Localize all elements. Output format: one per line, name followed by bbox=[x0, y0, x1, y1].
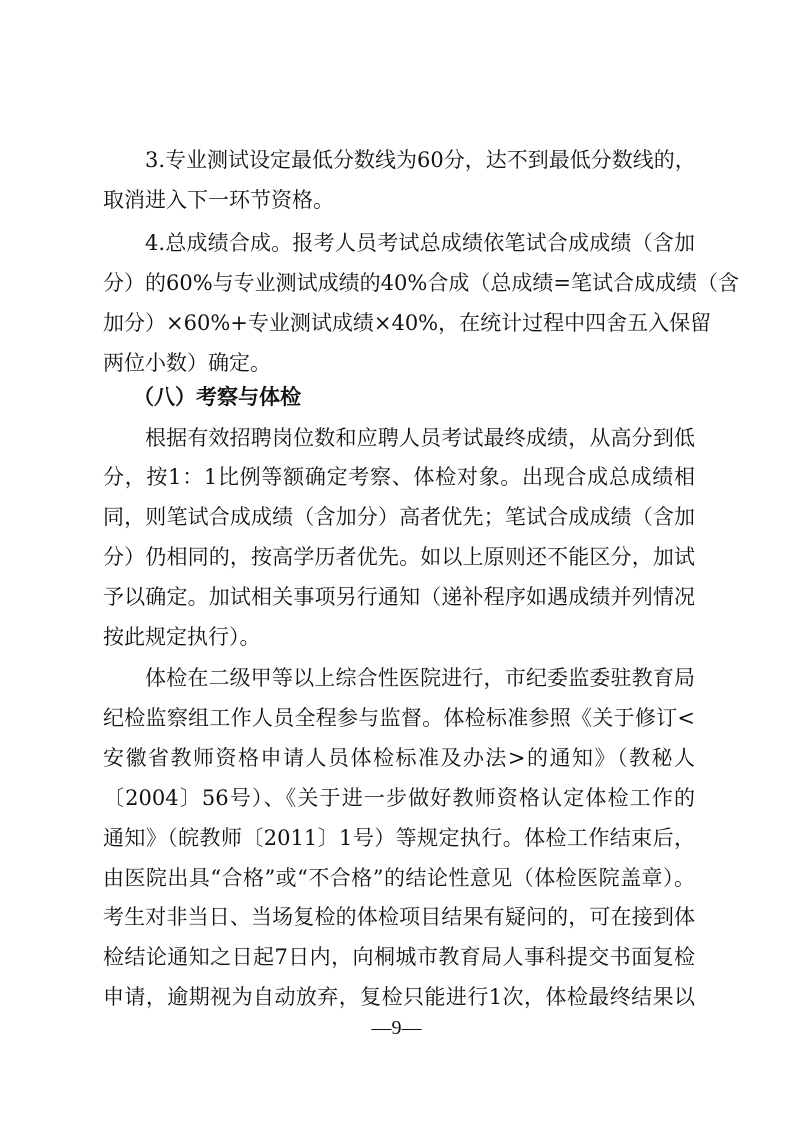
text-line: 分）仍相同的，按高学历者优先。如以上原则还不能区分，加试 bbox=[103, 545, 695, 569]
text-line: 分）的60%与专业测试成绩的40%合成（总成绩=笔试合成成绩（含 bbox=[103, 271, 739, 295]
text-line: 4.总成绩合成。报考人员考试总成绩依笔试合成成绩（含加 bbox=[145, 231, 695, 255]
text-line: 考生对非当日、当场复检的体检项目结果有疑问的，可在接到体 bbox=[103, 905, 695, 929]
text-line: 取消进入下一环节资格。 bbox=[103, 188, 334, 212]
text-line: 分，按1：1比例等额确定考察、体检对象。出现合成总成绩相 bbox=[103, 465, 695, 489]
text-line: 纪检监察组工作人员全程参与监督。体检标准参照《关于修订< bbox=[103, 706, 695, 730]
text-line: 检结论通知之日起7日内，向桐城市教育局人事科提交书面复检 bbox=[103, 945, 695, 969]
text-line: 根据有效招聘岗位数和应聘人员考试最终成绩，从高分到低 bbox=[145, 426, 695, 450]
text-line: 两位小数）确定。 bbox=[103, 351, 271, 375]
text-line: 由医院出具“合格”或“不合格”的结论性意见（体检医院盖章）。 bbox=[103, 866, 695, 890]
text-line: 〔2004〕56号）、《关于进一步做好教师资格认定体检工作的 bbox=[103, 786, 695, 810]
text-line: 通知》（皖教师〔2011〕1号）等规定执行。体检工作结束后， bbox=[103, 826, 695, 850]
text-line: 予以确定。加试相关事项另行通知（递补程序如遇成绩并列情况 bbox=[103, 585, 695, 609]
text-line: 加分）×60%+专业测试成绩×40%，在统计过程中四舍五入保留 bbox=[103, 311, 712, 335]
section-heading: （八）考察与体检 bbox=[133, 385, 301, 409]
page-number: —9— bbox=[371, 1017, 422, 1039]
text-line: 申请，逾期视为自动放弃，复检只能进行1次，体检最终结果以 bbox=[103, 985, 695, 1009]
text-line: 同，则笔试合成成绩（含加分）高者优先；笔试合成成绩（含加 bbox=[103, 505, 695, 529]
text-line: 按此规定执行）。 bbox=[103, 625, 261, 649]
text-line: 体检在二级甲等以上综合性医院进行，市纪委监委驻教育局 bbox=[145, 666, 695, 690]
text-line: 3.专业测试设定最低分数线为60分，达不到最低分数线的， bbox=[145, 148, 696, 172]
text-line: 安徽省教师资格申请人员体检标准及办法>的通知》（教秘人 bbox=[103, 746, 695, 770]
